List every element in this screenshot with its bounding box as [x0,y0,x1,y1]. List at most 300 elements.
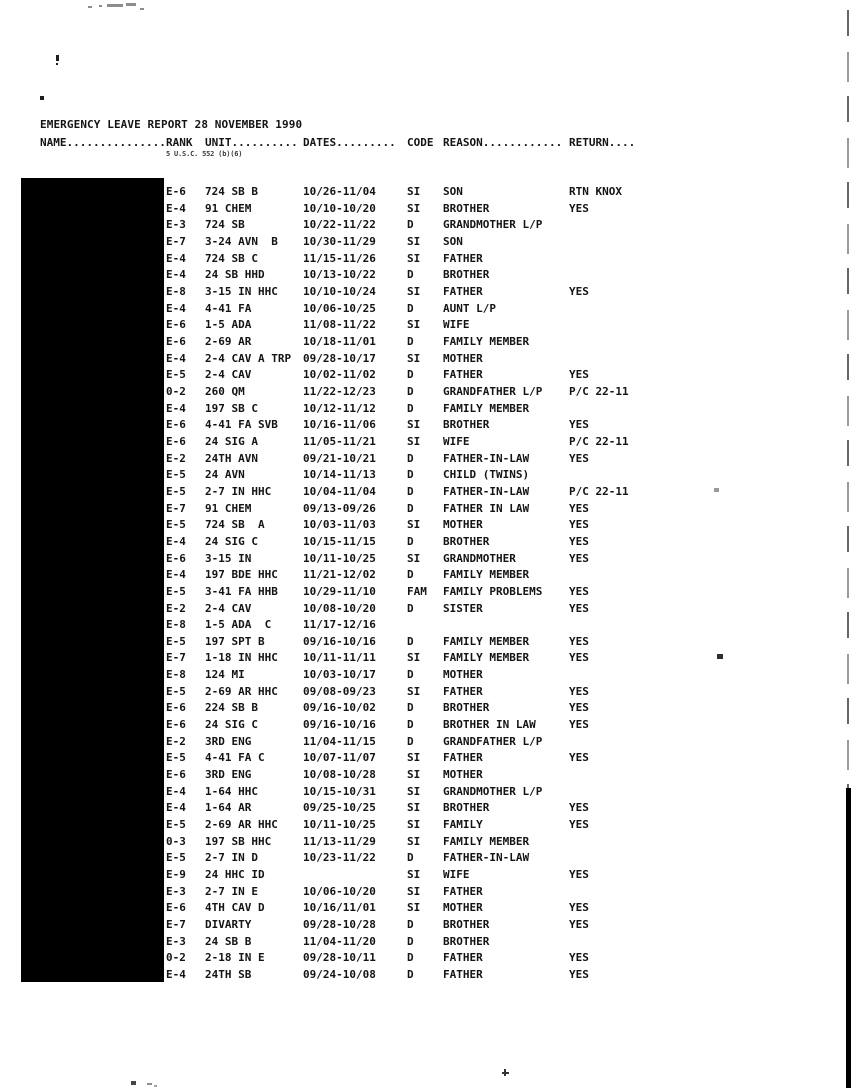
scan-speck [147,1083,152,1085]
cell-unit: 24 SIG C [205,534,258,548]
cell-reason: FATHER [443,751,483,765]
cell-unit: 260 QM [205,384,245,398]
cell-dates: 11/13-11/29 [303,834,376,848]
cell-unit: 24TH SB [205,968,252,982]
cell-rank: E-5 [166,751,186,765]
cell-reason: FAMILY MEMBER [443,834,530,848]
cell-reason: BROTHER [443,934,490,948]
cell-code: D [407,918,414,932]
cell-reason: GRANDFATHER L/P [443,734,543,748]
cell-unit: 2-18 IN E [205,951,265,965]
table-row [0,701,856,718]
table-row [0,352,856,369]
scan-artifact-mark [40,96,44,100]
table-row [0,185,856,202]
cell-rank: E-8 [166,668,186,682]
cell-return: YES [569,651,589,665]
cell-reason: WIFE [443,318,470,332]
cell-rank: E-6 [166,334,186,348]
table-row [0,801,856,818]
cell-rank: E-4 [166,534,186,548]
cell-unit: 2-4 CAV A TRP [205,351,292,365]
cell-return: YES [569,601,589,615]
cell-code: D [407,334,414,348]
cell-return: RTN KNOX [569,185,622,198]
cell-dates: 11/21-12/02 [303,568,376,582]
cell-reason: FATHER [443,284,483,298]
cell-dates: 10/03-11/03 [303,518,376,532]
cell-code: SI [407,901,421,915]
cell-unit: 24 HHC ID [205,868,265,882]
cell-dates: 11/22-12/23 [303,384,376,398]
cell-unit: 4-41 FA C [205,751,265,765]
cell-unit: 724 SB A [205,518,265,532]
cell-reason: FAMILY MEMBER [443,401,530,415]
cell-unit: 1-5 ADA [205,318,252,332]
cell-unit: 1-5 ADA C [205,618,272,632]
cell-dates: 11/05-11/21 [303,434,376,448]
cell-rank: E-4 [166,401,186,415]
table-row [0,302,856,319]
cell-dates: 10/11-10/25 [303,551,376,565]
cell-rank: E-4 [166,301,186,315]
cell-unit: 91 CHEM [205,201,252,215]
cell-code: SI [407,234,421,248]
cell-dates: 09/28-10/28 [303,918,376,932]
cell-reason: FAMILY MEMBER [443,334,530,348]
cell-unit: 2-7 IN D [205,851,258,865]
cell-return: YES [569,518,589,532]
cell-unit: 2-4 CAV [205,368,252,382]
cell-rank: 0-3 [166,834,186,848]
cell-reason: MOTHER [443,668,483,682]
table-row [0,685,856,702]
table-row [0,535,856,552]
cell-code: D [407,451,414,465]
cell-reason: FATHER-IN-LAW [443,484,530,498]
cell-rank: E-7 [166,651,186,665]
cell-reason: WIFE [443,868,470,882]
column-header-dates: DATES......... [303,136,396,149]
cell-return: YES [569,368,589,382]
cell-reason: FATHER [443,884,483,898]
cell-reason: BROTHER [443,534,490,548]
cell-dates: 11/15-11/26 [303,251,376,265]
cell-dates: 10/08-10/28 [303,768,376,782]
table-row [0,785,856,802]
cell-unit: 224 SB B [205,701,258,715]
cell-return: P/C 22-11 [569,434,629,448]
cell-rank: E-5 [166,684,186,698]
cell-code: D [407,701,414,715]
cell-dates: 10/29-11/10 [303,584,376,598]
cell-rank: E-6 [166,551,186,565]
cell-unit: 197 SB HHC [205,834,272,848]
cell-code: D [407,851,414,865]
scan-edge-line-dashed [847,10,849,788]
cell-reason: FAMILY MEMBER [443,651,530,665]
cell-code: SI [407,684,421,698]
cell-rank: E-5 [166,851,186,865]
cell-reason: CHILD (TWINS) [443,468,530,482]
cell-rank: E-6 [166,701,186,715]
cell-dates: 10/08-10/20 [303,601,376,615]
cell-rank: E-2 [166,451,186,465]
cell-rank: E-4 [166,251,186,265]
cell-reason: SON [443,185,463,198]
cell-rank: E-4 [166,201,186,215]
cell-rank: E-5 [166,518,186,532]
table-row [0,651,856,668]
cell-code: SI [407,351,421,365]
cell-code: SI [407,884,421,898]
cell-unit: 2-69 AR [205,334,252,348]
cell-rank: E-3 [166,218,186,232]
cell-dates: 09/16-10/16 [303,634,376,648]
cell-reason: GRANDMOTHER L/P [443,784,543,798]
cell-return: YES [569,918,589,932]
table-row [0,885,856,902]
cell-reason: GRANDMOTHER L/P [443,218,543,232]
cell-unit: 2-69 AR HHC [205,684,278,698]
cell-code: SI [407,801,421,815]
cell-code: D [407,301,414,315]
table-row [0,935,856,952]
cell-code: D [407,501,414,515]
table-row [0,585,856,602]
cell-reason: SISTER [443,601,483,615]
table-row [0,901,856,918]
cell-code: D [407,468,414,482]
cell-dates: 10/14-11/13 [303,468,376,482]
table-row [0,502,856,519]
cell-unit: 2-7 IN HHC [205,484,272,498]
cell-unit: 2-69 AR HHC [205,818,278,832]
cell-code: D [407,718,414,732]
cell-return: P/C 22-11 [569,484,629,498]
cell-rank: E-7 [166,234,186,248]
cell-dates: 10/07-11/07 [303,751,376,765]
cell-dates: 10/06-10/25 [303,301,376,315]
cell-dates: 10/23-11/22 [303,851,376,865]
cell-unit: 24 AVN [205,468,245,482]
cell-dates: 10/30-11/29 [303,234,376,248]
cell-rank: E-5 [166,818,186,832]
cell-dates: 10/13-10/22 [303,268,376,282]
scan-artifact-dash [99,5,102,7]
cell-dates: 10/16-11/06 [303,418,376,432]
cell-dates: 10/15-11/15 [303,534,376,548]
cell-unit: 3-24 AVN B [205,234,278,248]
cell-unit: DIVARTY [205,918,252,932]
cell-unit: 2-7 IN E [205,884,258,898]
cell-reason: GRANDFATHER L/P [443,384,543,398]
cell-reason: FATHER-IN-LAW [443,451,530,465]
cell-return: YES [569,634,589,648]
table-row [0,835,856,852]
cell-return: YES [569,451,589,465]
cell-rank: E-5 [166,368,186,382]
cell-rank: E-5 [166,584,186,598]
cell-reason: BROTHER [443,418,490,432]
cell-dates: 09/08-09/23 [303,684,376,698]
cell-dates: 10/12-11/12 [303,401,376,415]
cell-reason: MOTHER [443,901,483,915]
cell-reason: MOTHER [443,351,483,365]
cell-return: YES [569,584,589,598]
cell-return: YES [569,751,589,765]
cell-dates: 10/26-11/04 [303,185,376,198]
cell-rank: E-9 [166,868,186,882]
cell-code: SI [407,434,421,448]
cell-rank: E-4 [166,801,186,815]
cell-unit: 197 BDE HHC [205,568,278,582]
cell-rank: E-4 [166,968,186,982]
cell-return: YES [569,201,589,215]
table-row [0,552,856,569]
cell-code: SI [407,418,421,432]
cell-return: YES [569,951,589,965]
cell-reason: AUNT L/P [443,301,496,315]
cell-reason: MOTHER [443,768,483,782]
table-row [0,818,856,835]
column-header-code: CODE [407,136,434,149]
table-row [0,252,856,269]
cell-unit: 1-64 HHC [205,784,258,798]
scan-artifact-dash [88,6,92,8]
table-row [0,402,856,419]
scan-speck [714,488,719,492]
cell-dates: 10/10-10/24 [303,284,376,298]
cell-dates: 09/21-10/21 [303,451,376,465]
cell-unit: 24 SIG A [205,434,258,448]
cell-reason: BROTHER [443,701,490,715]
cell-dates: 09/28-10/17 [303,351,376,365]
cell-code: D [407,951,414,965]
cell-code: D [407,934,414,948]
cell-reason: MOTHER [443,518,483,532]
cell-return: P/C 22-11 [569,384,629,398]
column-header-unit: UNIT.......... [205,136,298,149]
cell-return: YES [569,801,589,815]
table-row [0,751,856,768]
cell-code: SI [407,318,421,332]
cell-code: D [407,734,414,748]
cell-code: SI [407,751,421,765]
cell-code: SI [407,768,421,782]
scan-edge-line-solid [846,788,851,1088]
cell-return: YES [569,701,589,715]
table-row [0,268,856,285]
cell-reason: FATHER [443,684,483,698]
cell-code: D [407,218,414,232]
cell-return: YES [569,418,589,432]
cell-unit: 4-41 FA [205,301,252,315]
table-row [0,635,856,652]
cell-dates: 11/04-11/20 [303,934,376,948]
table-row [0,385,856,402]
cell-rank: 0-2 [166,951,186,965]
cell-unit: 4-41 FA SVB [205,418,278,432]
cell-code: D [407,534,414,548]
cell-return: YES [569,284,589,298]
cell-reason: GRANDMOTHER [443,551,516,565]
cell-code: D [407,668,414,682]
cell-rank: E-6 [166,418,186,432]
cell-code: D [407,368,414,382]
cell-dates: 10/15-10/31 [303,784,376,798]
cell-dates: 09/28-10/11 [303,951,376,965]
cell-reason: FAMILY MEMBER [443,634,530,648]
cell-unit: 24 SB B [205,934,252,948]
scan-artifact-mark [56,63,58,65]
cell-unit: 724 SB B [205,185,258,198]
cell-return: YES [569,901,589,915]
table-row [0,468,856,485]
cell-rank: E-4 [166,784,186,798]
cell-rank: 0-2 [166,384,186,398]
cell-dates: 09/25-10/25 [303,801,376,815]
table-row [0,602,856,619]
table-row [0,202,856,219]
scan-speck [131,1081,136,1085]
column-header-rank: RANK [166,136,193,149]
cell-rank: E-6 [166,768,186,782]
cell-rank: E-4 [166,568,186,582]
cell-dates: 10/22-11/22 [303,218,376,232]
cell-code: SI [407,551,421,565]
cell-code: SI [407,651,421,665]
table-row [0,318,856,335]
cell-rank: E-6 [166,901,186,915]
cell-rank: E-3 [166,934,186,948]
column-header-name: NAME............... [40,136,166,149]
cell-unit: 724 SB C [205,251,258,265]
cell-reason: FATHER [443,951,483,965]
cell-reason: BROTHER [443,918,490,932]
cell-rank: E-8 [166,618,186,632]
table-row [0,452,856,469]
cell-code: SI [407,518,421,532]
cell-unit: 3RD ENG [205,768,252,782]
foia-citation: 5 U.S.C. 552 (b)(6) [166,150,243,158]
cell-code: SI [407,284,421,298]
cell-reason: BROTHER [443,801,490,815]
cell-code: D [407,968,414,982]
cell-unit: 3-15 IN [205,551,252,565]
table-row [0,951,856,968]
cell-return: YES [569,551,589,565]
column-header-reason: REASON............ [443,136,563,149]
cell-unit: 24TH AVN [205,451,258,465]
cell-code: SI [407,818,421,832]
cell-reason: SON [443,234,463,248]
cell-return: YES [569,501,589,515]
cell-dates: 11/08-11/22 [303,318,376,332]
cell-unit: 3-15 IN HHC [205,284,278,298]
cell-dates: 09/16-10/02 [303,701,376,715]
cell-code: D [407,268,414,282]
cell-unit: 24 SIG C [205,718,258,732]
table-row [0,718,856,735]
cell-unit: 3-41 FA HHB [205,584,278,598]
cell-unit: 1-18 IN HHC [205,651,278,665]
table-row [0,768,856,785]
cell-code: SI [407,185,421,198]
cell-reason: BROTHER IN LAW [443,718,536,732]
table-row [0,368,856,385]
cell-dates: 10/06-10/20 [303,884,376,898]
table-row [0,735,856,752]
table-row [0,235,856,252]
cell-unit: 2-4 CAV [205,601,252,615]
cell-dates: 10/18-11/01 [303,334,376,348]
cell-dates: 11/17-12/16 [303,618,376,632]
table-row [0,285,856,302]
cell-unit: 1-64 AR [205,801,252,815]
table-row [0,618,856,635]
cell-unit: 24 SB HHD [205,268,265,282]
cell-dates: 10/10-10/20 [303,201,376,215]
cell-code: D [407,568,414,582]
cell-code: SI [407,251,421,265]
cell-code: D [407,384,414,398]
cell-reason: FAMILY [443,818,483,832]
cell-rank: E-6 [166,434,186,448]
cell-return: YES [569,868,589,882]
cell-rank: E-5 [166,484,186,498]
cell-dates: 10/04-11/04 [303,484,376,498]
cell-unit: 124 MI [205,668,245,682]
cell-rank: E-2 [166,601,186,615]
table-row [0,968,856,985]
cell-reason: FAMILY MEMBER [443,568,530,582]
cell-rank: E-3 [166,884,186,898]
table-row [0,335,856,352]
cell-code: SI [407,868,421,882]
table-row [0,435,856,452]
cell-unit: 91 CHEM [205,501,252,515]
cell-rank: E-6 [166,318,186,332]
cell-rank: E-4 [166,351,186,365]
cell-dates: 10/03-10/17 [303,668,376,682]
cell-dates: 09/16-10/16 [303,718,376,732]
cell-code: D [407,601,414,615]
cell-dates: 10/16/11/01 [303,901,376,915]
table-row [0,668,856,685]
cell-return: YES [569,684,589,698]
cell-rank: E-5 [166,634,186,648]
cell-rank: E-6 [166,718,186,732]
scan-artifact-mark [56,55,59,61]
scan-speck [154,1085,157,1087]
column-header-return: RETURN.... [569,136,636,149]
scan-speck [717,654,723,659]
cell-unit: 4TH CAV D [205,901,265,915]
cell-reason: FATHER [443,968,483,982]
cell-reason: FATHER [443,251,483,265]
cell-rank: E-7 [166,918,186,932]
cell-rank: E-6 [166,185,186,198]
cell-rank: E-7 [166,501,186,515]
cell-code: SI [407,201,421,215]
table-row [0,518,856,535]
cell-return: YES [569,968,589,982]
cell-dates: 09/13-09/26 [303,501,376,515]
scan-artifact-dash [140,8,144,10]
cell-dates: 11/04-11/15 [303,734,376,748]
cell-rank: E-4 [166,268,186,282]
